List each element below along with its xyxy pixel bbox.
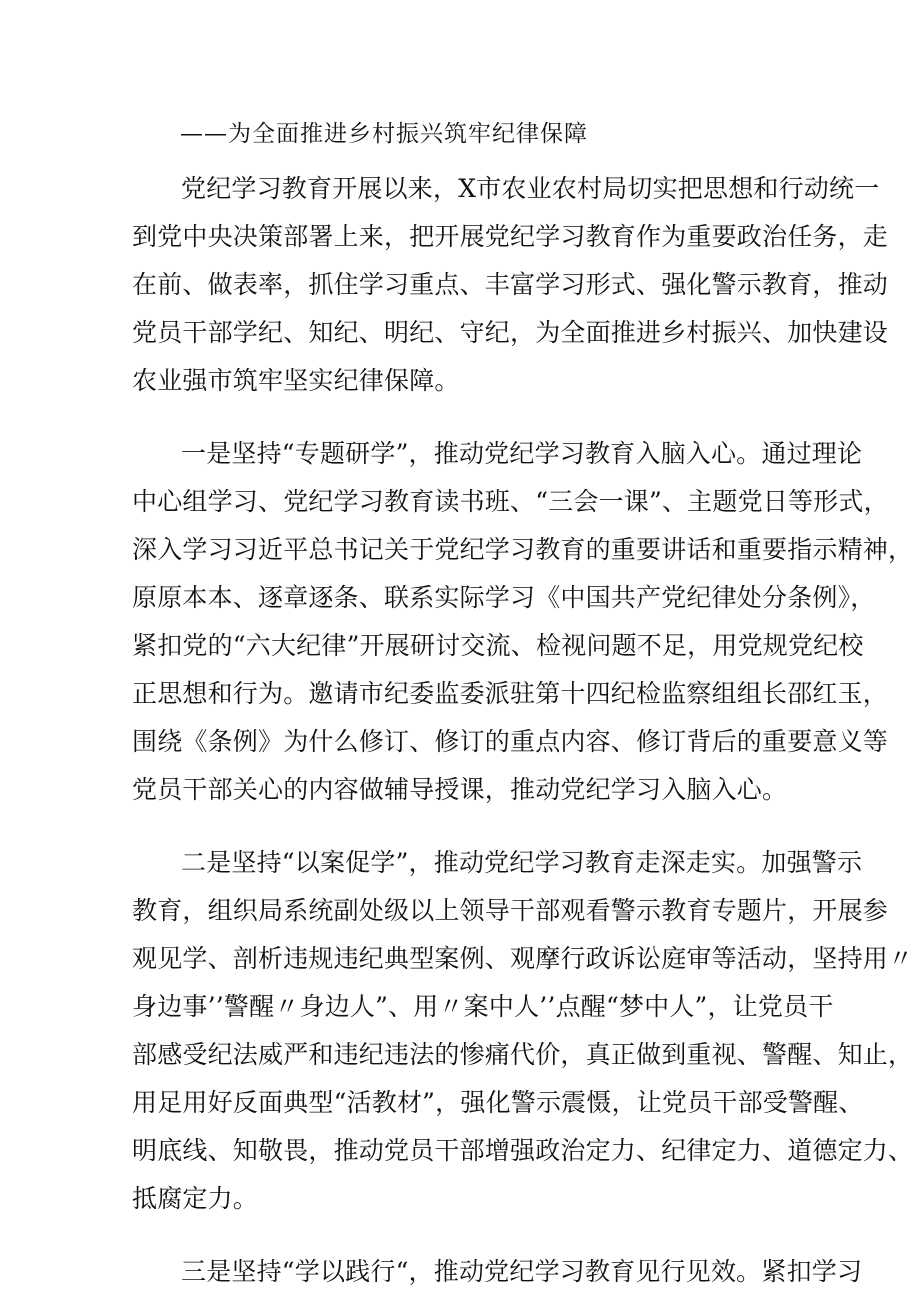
paragraph-3-line-4: 身边事’’警醒〃身边人”、用〃案中人’’点醒“梦中人”，让党员干 xyxy=(132,992,834,1021)
paragraph-2-line-5: 紧扣党的“六大纪律”开展研讨交流、检视问题不足，用党规党纪校 xyxy=(132,631,864,660)
paragraph-2-line-4: 原原本本、逐章逐条、联系实际学习《中国共产党纪律处分条例》， xyxy=(132,583,876,612)
document-subtitle: ——为全面推进乡村振兴筑牢纪律保障 xyxy=(180,121,588,147)
paragraph-2-line-8: 党员干部关心的内容做辅导授课，推动党纪学习入脑入心。 xyxy=(132,775,788,804)
paragraph-2-line-7: 围绕《条例》为什么修订、修订的重点内容、修订背后的重要意义等 xyxy=(132,727,889,756)
paragraph-1-line-2: 到党中央决策部署上来，把开展党纪学习教育作为重要政治任务，走 xyxy=(132,222,889,251)
paragraph-3-line-5: 部感受纪法威严和违纪违法的惨痛代价，真正做到重视、警醒、知止， xyxy=(132,1040,914,1069)
paragraph-4-line-1: 三是坚持“学以践行“，推动党纪学习教育见行见效。紧扣学习 xyxy=(181,1257,863,1286)
paragraph-3-line-6: 用足用好反面典型“活教材”，强化警示震慑，让党员干部受警醒、 xyxy=(132,1088,864,1117)
paragraph-2-line-2: 中心组学习、党纪学习教育读书班、“三会一课”、主题党日等形式， xyxy=(132,487,889,516)
paragraph-2-line-6: 正思想和行为。邀请市纪委监委派驻第十四纪检监察组组长邵红玉， xyxy=(132,679,889,708)
paragraph-1-line-4: 党员干部学纪、知纪、明纪、守纪，为全面推进乡村振兴、加快建设 xyxy=(132,318,889,347)
paragraph-3-line-8: 抵腐定力。 xyxy=(132,1184,259,1213)
paragraph-2-line-1: 一是坚持“专题研学”，推动党纪学习教育入脑入心。通过理论 xyxy=(181,439,863,468)
paragraph-3-line-1: 二是坚持“以案促学”，推动党纪学习教育走深走实。加强警示 xyxy=(181,848,863,877)
paragraph-1-line-1: 党纪学习教育开展以来，X市农业农村局切实把思想和行动统一 xyxy=(181,174,880,203)
paragraph-3-line-2: 教育，组织局系统副处级以上领导干部观看警示教育专题片，开展参 xyxy=(132,896,889,925)
paragraph-3-line-3: 观见学、剖析违规违纪典型案例、观摩行政诉讼庭审等活动，坚持用〃 xyxy=(132,944,914,973)
paragraph-1-line-5: 农业强市筑牢坚实纪律保障。 xyxy=(132,366,460,395)
paragraph-2-line-3: 深入学习习近平总书记关于党纪学习教育的重要讲话和重要指示精神， xyxy=(132,535,914,564)
paragraph-1-line-3: 在前、做表率，抓住学习重点、丰富学习形式、强化警示教育，推动 xyxy=(132,270,889,299)
paragraph-3-line-7: 明底线、知敬畏，推动党员干部增强政治定力、纪律定力、道德定力、 xyxy=(132,1136,914,1165)
